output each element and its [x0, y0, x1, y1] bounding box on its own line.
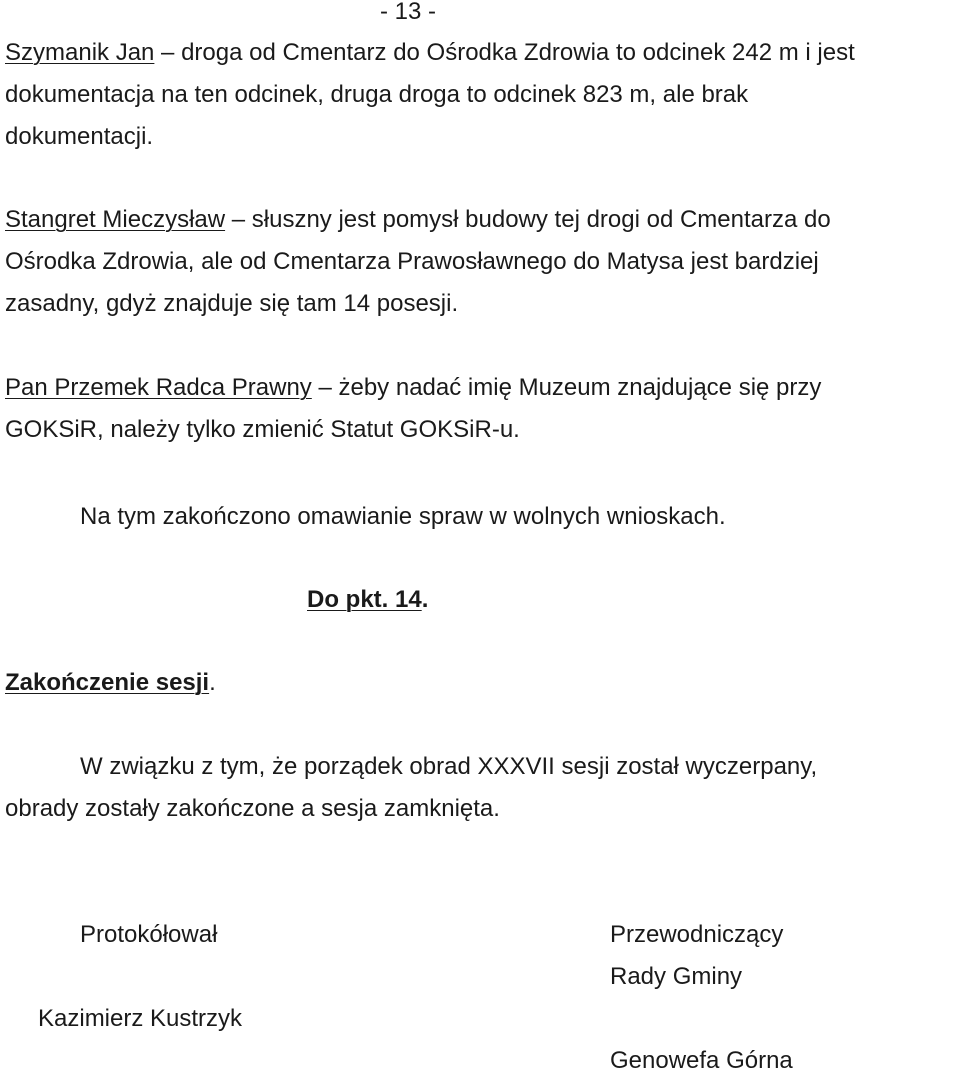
final-text-line-1: W związku z tym, że porządek obrad XXXVII sesji został wyczerpany,: [80, 753, 818, 780]
section-heading-text: Do pkt. 14: [307, 586, 422, 613]
statement-text: dokumentacja na ten odcinek, druga droga to odcinek 823 m, ale brak: [5, 81, 749, 108]
statement-radca-prawny: [5, 367, 957, 451]
heading-dot: .: [421, 586, 429, 613]
statement-szymanik: [5, 32, 957, 158]
statement-text: dokumentacji.: [5, 123, 154, 150]
dash: –: [154, 39, 182, 66]
closing-note: Na tym zakończono omawianie spraw w wolnych wnioskach.: [80, 503, 726, 530]
session-end-heading: [5, 662, 216, 704]
session-end-heading-text: Zakończenie sesji: [5, 669, 210, 696]
dash: –: [225, 206, 252, 233]
dash: –: [311, 374, 339, 401]
section-heading: [307, 579, 428, 621]
speaker-name: Pan Przemek Radca Prawny: [5, 374, 312, 401]
final-text-line-2: obrady zostały zakończone a sesja zamknięta.: [5, 795, 500, 822]
speaker-name: Stangret Mieczysław: [5, 206, 226, 233]
statement-text: zasadny, gdyż znajduje się tam 14 posesji.: [5, 290, 459, 317]
heading-dot: .: [209, 669, 216, 696]
statement-text: droga od Cmentarz do Ośrodka Zdrowia to odcinek 242 m i jest: [181, 39, 855, 66]
statement-stangret: [5, 199, 957, 325]
signature-left-name: Kazimierz Kustrzyk: [38, 1005, 243, 1032]
statement-text: żeby nadać imię Muzeum znajdujące się przy: [338, 374, 822, 401]
signature-left-role: Protokółował: [80, 921, 218, 948]
speaker-name: Szymanik Jan: [5, 39, 155, 66]
page-number: - 13 -: [380, 0, 437, 25]
statement-text: Ośrodka Zdrowia, ale od Cmentarza Prawosławnego do Matysa jest bardziej: [5, 248, 819, 275]
signature-right-name: Genowefa Górna: [610, 1047, 793, 1074]
signature-right-role-1: Przewodniczący: [610, 921, 784, 948]
statement-text: słuszny jest pomysł budowy tej drogi od Cmentarza do: [251, 206, 831, 233]
statement-text: GOKSiR, należy tylko zmienić Statut GOKSiR-u.: [5, 416, 520, 443]
signature-right-role-2: Rady Gminy: [610, 963, 743, 990]
